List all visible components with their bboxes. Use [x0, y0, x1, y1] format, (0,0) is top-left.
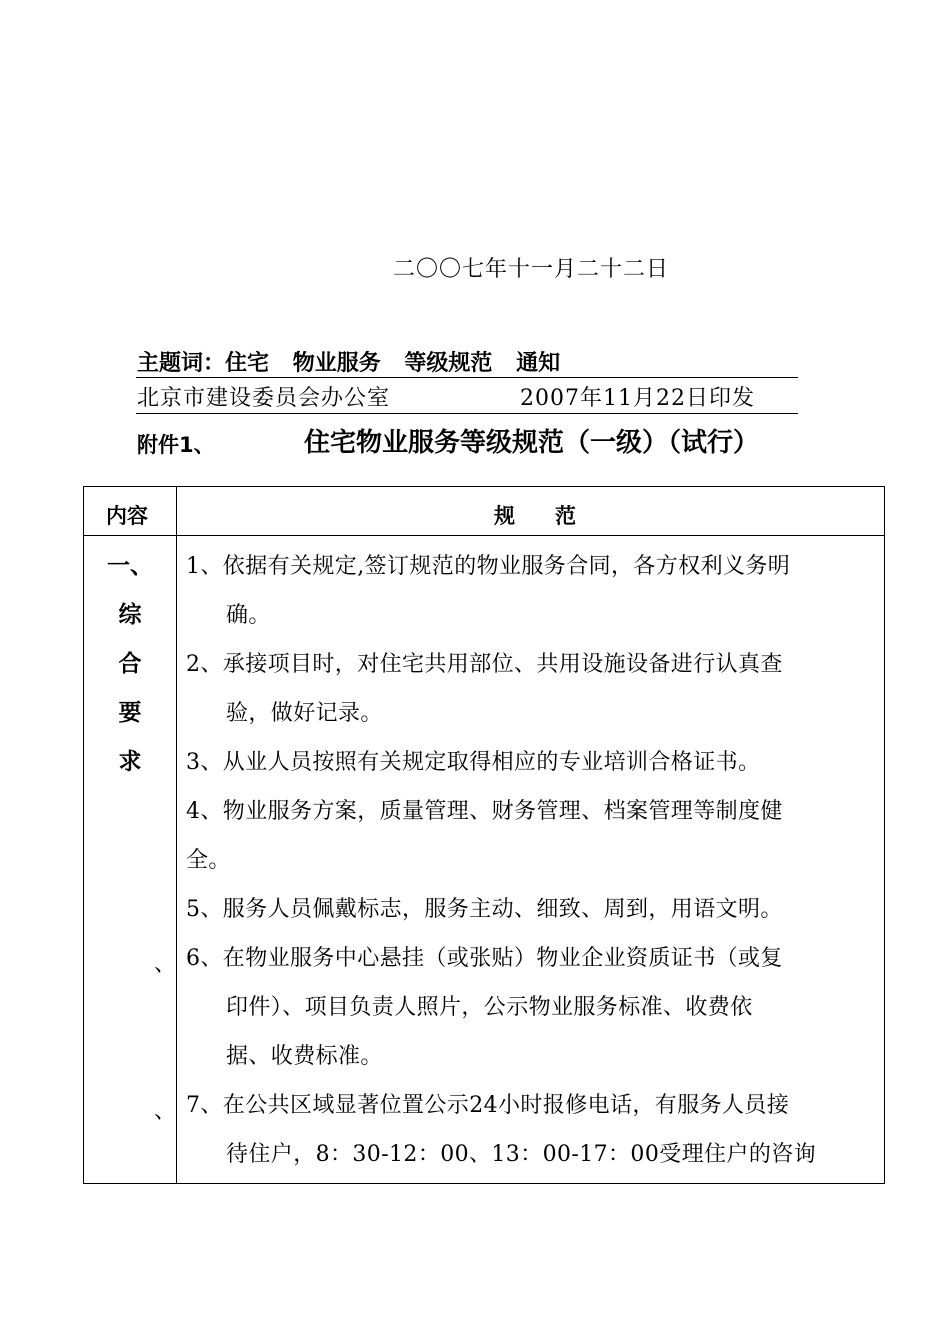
column-divider — [176, 487, 177, 1183]
spec-line: 印件）、项目负责人照片，公示物业服务标准、收费依 — [226, 995, 753, 1020]
spec-line: 全。 — [186, 848, 231, 873]
spec-items — [186, 549, 878, 1186]
issuer: 北京市建设委员会办公室 — [137, 386, 391, 411]
section-char: 合 — [118, 651, 142, 677]
keywords-label: 主题词：住宅 — [137, 351, 270, 376]
attachment-label: 附件1、 — [137, 433, 215, 457]
stray-mark: 、 — [154, 1099, 177, 1124]
section-title — [84, 549, 176, 794]
keyword: 等级规范 — [404, 351, 493, 376]
spec-line: 4、物业服务方案，质量管理、财务管理、档案管理等制度健 — [186, 799, 783, 824]
attachment-title: 住宅物业服务等级规范（一级）（试行） — [304, 428, 760, 458]
section-char: 一、 — [107, 553, 153, 579]
spec-line: 1、依据有关规定,签订规范的物业服务合同，各方权利义务明 — [186, 554, 791, 579]
divider-rule — [136, 377, 798, 378]
column-header-spec: 规范 — [494, 504, 616, 528]
keywords-line — [137, 346, 576, 377]
spec-line: 7、在公共区域显著位置公示24小时报修电话，有服务人员接 — [186, 1093, 790, 1118]
issue-date: 2007年11月22日印发 — [520, 386, 755, 411]
section-char: 求 — [118, 749, 142, 775]
section-char: 要 — [118, 700, 142, 726]
section-char: 综 — [118, 602, 142, 628]
column-header-content: 内容 — [106, 504, 148, 528]
spec-line: 6、在物业服务中心悬挂（或张贴）物业企业资质证书（或复 — [186, 946, 783, 971]
spec-line: 验，做好记录。 — [226, 701, 383, 726]
keyword: 通知 — [516, 351, 561, 376]
spec-line: 待住户，8：30-12：00、13：00-17：00受理住户的咨询 — [226, 1142, 817, 1167]
document-date: 二〇〇七年十一月二十二日 — [393, 257, 670, 282]
stray-mark: 、 — [154, 952, 177, 977]
spec-line: 确。 — [226, 603, 271, 628]
spec-line: 3、从业人员按照有关规定取得相应的专业培训合格证书。 — [186, 750, 761, 775]
divider-rule — [136, 413, 798, 414]
spec-line: 据、收费标准。 — [226, 1044, 383, 1069]
spec-line: 5、服务人员佩戴标志，服务主动、细致、周到，用语文明。 — [186, 897, 783, 922]
keyword: 物业服务 — [292, 351, 381, 376]
spec-table — [83, 486, 885, 1184]
header-divider — [84, 535, 884, 536]
spec-line: 2、承接项目时，对住宅共用部位、共用设施设备进行认真查 — [186, 652, 783, 677]
